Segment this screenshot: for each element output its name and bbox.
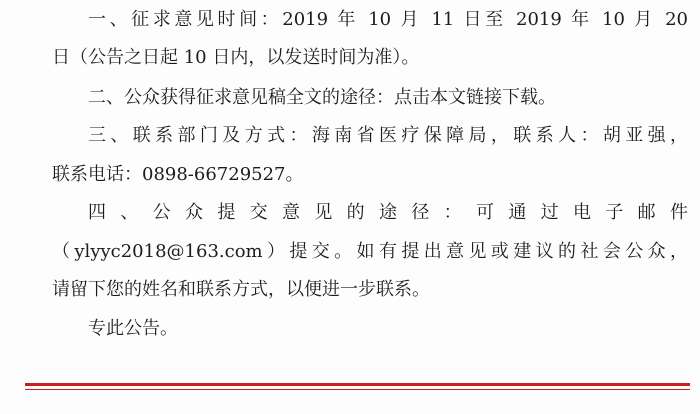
item-3-line-2: 联系电话：0898-66729527。 xyxy=(52,164,304,185)
item-4-line-1: 四、公众提交意见的途径：可通过电子邮件 xyxy=(88,202,688,223)
red-rule-thick xyxy=(25,383,690,386)
red-rule-thin xyxy=(25,389,690,390)
closing-line: 专此公告。 xyxy=(88,318,178,339)
item-2-line-1: 二、公众获得征求意见稿全文的途径：点击本文链接下载。 xyxy=(88,87,556,108)
item-1-line-1: 一、征求意见时间：2019 年 10 月 11 日至 2019 年 10 月 20 xyxy=(88,9,688,30)
item-4-line-2: （ylyyc2018@163.com）提交。如有提出意见或建议的社会公众， xyxy=(52,241,688,262)
item-4-line-3: 请留下您的姓名和联系方式，以便进一步联系。 xyxy=(52,279,430,300)
item-3-line-1: 三、联系部门及方式：海南省医疗保障局，联系人：胡亚强， xyxy=(88,125,688,146)
item-1-line-2: 日（公告之日起 10 日内，以发送时间为准）。 xyxy=(52,47,420,68)
